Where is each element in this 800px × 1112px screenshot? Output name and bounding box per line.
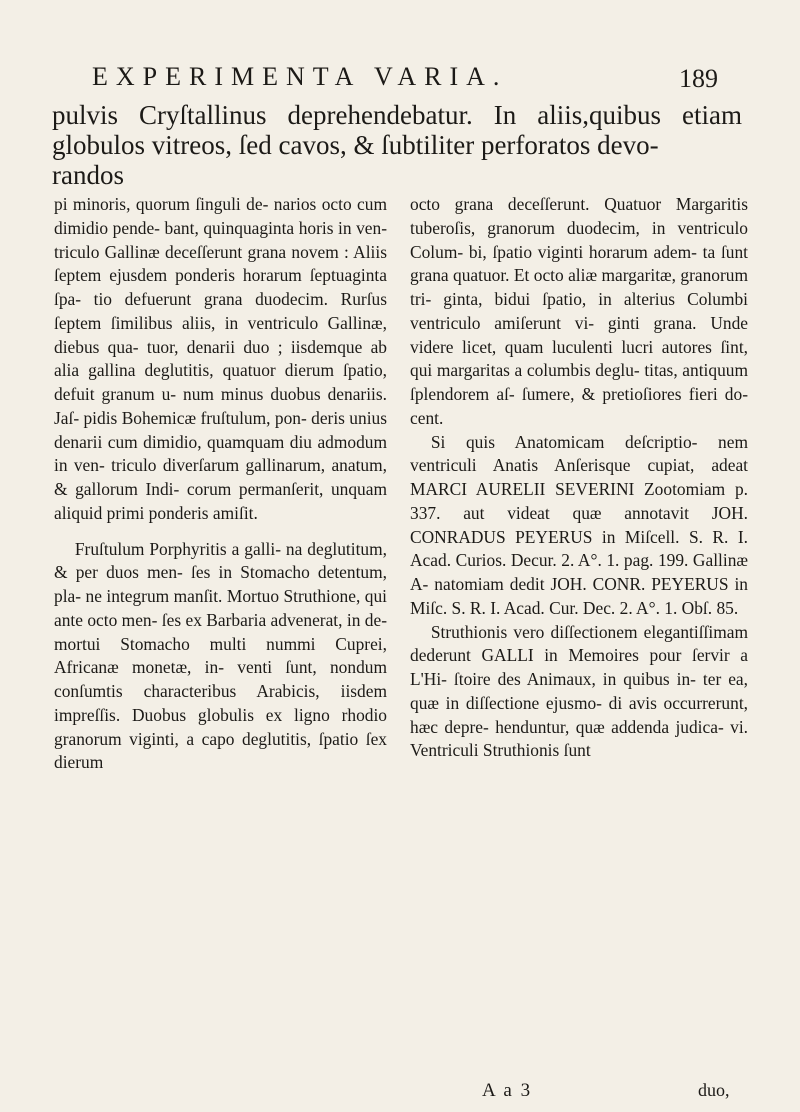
left-paragraph-2: Fruſtulum Porphyritis a galli- na deglutitum, & per duos men- ſes in Stomacho detentum, pla- ne integrum manſit. Mortuo Struthione, qui ante octo men- ſes ex Barbaria advenerat, in de- mortui Stomacho multi nummi Cuprei, Africanæ monetæ, in- venti ſunt, nondum conſumtis characteribus Arabicis, iisdem impreſſis. Duobus globulis ex ligno rhodio granorum viginti, a capo deglutitis, ſpatio ſex dierum (54, 538, 387, 773)
catchword: duo, (698, 1080, 730, 1100)
running-title: EXPERIMENTA VARIA. (92, 62, 508, 91)
right-paragraph-2: Si quis Anatomicam deſcriptio- nem ventriculi Anatis Anſerisque cupiat, adeat MARCI AURELII SEVERINI Zootomiam p. 337. aut videat quæ annotavit JOH. CONRADUS PEYERUS in Miſcell. S. R. I. Acad. Curios. Decur. 2. A°. 1. pag. 199. Gallinæ A- natomiam dedit JOH. CONR. PEYERUS in Miſc. S. R. I. Acad. Cur. Dec. 2. A°. 1. Obſ. 85. (410, 431, 748, 618)
intro-paragraph (52, 100, 742, 190)
page-number: 189 (679, 64, 718, 93)
left-column (54, 193, 387, 775)
intro-tail: randos (52, 160, 124, 190)
right-column (410, 193, 748, 763)
intro-text: pulvis Cryſtallinus deprehendebatur. In aliis,quibus etiam globulos vitreos, ſed cavos, & ſubtiliter perforatos devo- (52, 100, 742, 160)
left-paragraph-1: pi minoris, quorum ſinguli de- narios octo cum dimidio pende- bant, quinquaginta horis in ven- triculo Gallinæ deceſſerunt grana novem : Aliis ſeptem ejusdem ponderis horarum ſeptuaginta ſpa- tio defuerunt grana duodecim. Rurſus ſeptem ſimilibus aliis, in ventriculo Gallinæ, diebus qua- tuor, denarii duo ; iisdemque ab alia gallina deglutitis, quatuor dierum ſpatio, defuit granum u- num minus duobus denariis. Jaſ- pidis Bohemicæ fruſtulum, pon- deris unius denarii cum dimidio, quamquam diu admodum in ven- triculo diverſarum gallinarum, anatum, & gallorum Indi- corum permanſerit, unquam aliquid primi ponderis amiſit. (54, 194, 387, 523)
right-paragraph-1: octo grana deceſſerunt. Quatuor Margaritis tuberoſis, granorum duodecim, in ventriculo Colum- bi, ſpatio viginti horarum adem- ta ſunt grana quatuor. Et octo aliæ margaritæ, granorum tri- ginta, bidui ſpatio, in alterius Columbi ventriculo amiſerunt vi- ginti grana. Unde videre licet, quam luculenti lucri autores ſint, qui margaritas a columbis deglu- titas, antiquum ſplendorem aſ- ſumere, & pretioſiores fieri do- cent. (410, 194, 748, 428)
page-header (0, 62, 800, 102)
signature-mark: A a 3 (482, 1080, 533, 1101)
right-paragraph-3: Struthionis vero diſſectionem elegantiſſimam dederunt GALLI in Memoires pour ſervir a L'Hi- ſtoire des Animaux, in quibus in- ter ea, quæ in diſſectione ejusmo- di avis occurrerunt, hæc depre- henduntur, quæ addenda judica- vi. Ventriculi Struthionis ſunt (410, 621, 748, 761)
